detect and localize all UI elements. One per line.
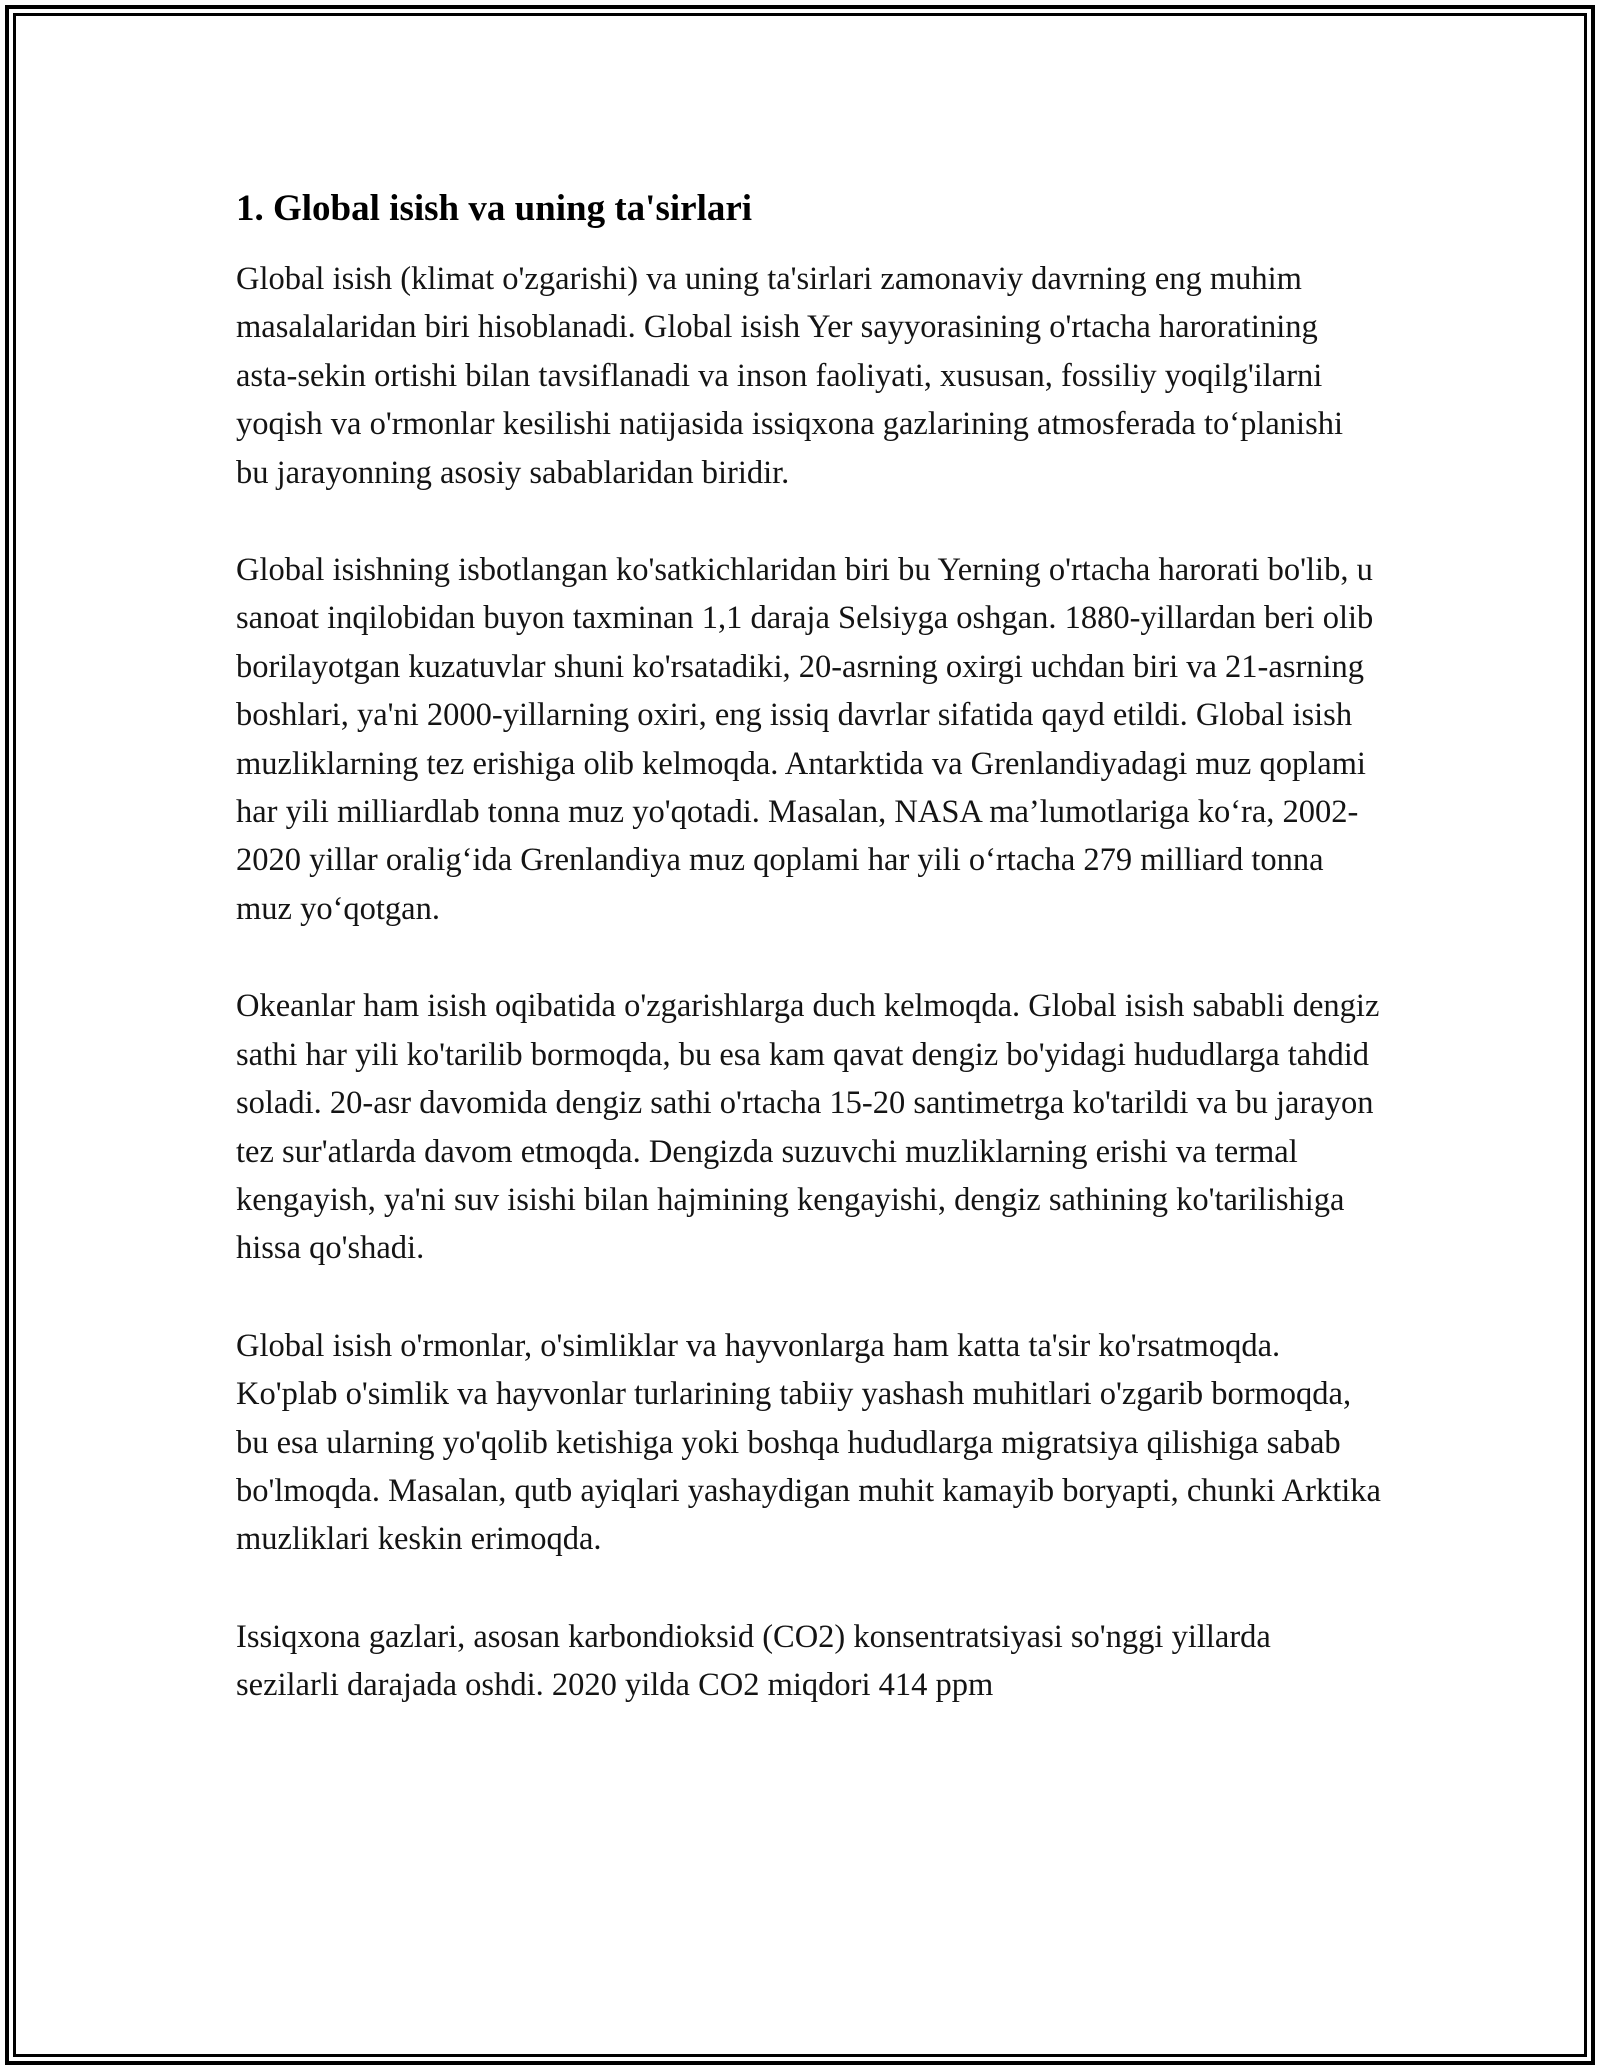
paragraph-greenhouse-gases: Issiqxona gazlari, asosan karbondioksid (CO2) konsentratsiyasi so'nggi yillarda sezilarli darajada oshdi. 2020 yilda CO2 miqdori 414 ppm bbox=[236, 1618, 1271, 1704]
document-body bbox=[236, 185, 1381, 1759]
paragraph-temperature-evidence: Global isishning isbotlangan ko'satkichlaridan biri bu Yerning o'rtacha harorati bo'lib, u sanoat inqilobidan buyon taxminan 1,1 daraja Selsiyga oshgan. 1880-yillardan beri olib borilayotgan kuzatuvlar shuni ko'rsatadiki, 20-asrning oxirgi uchdan biri va 21-asrning boshlari, ya'ni 2000-yillarning oxiri, eng issiq davrlar sifatida qayd etildi. Global isish muzliklarning tez erishiga olib kelmoqda. Antarktida va Grenlandiyadagi muz qoplami har yili milliardlab tonna muz yo'qotadi. Masalan, NASA ma’lumotlariga ko‘ra, 2002-2020 yillar oralig‘ida Grenlandiya muz qoplami har yili o‘rtacha 279 milliard tonna muz yo‘qotgan. bbox=[236, 552, 1374, 927]
paragraph-oceans: Okeanlar ham isish oqibatida o'zgarishlarga duch kelmoqda. Global isish sababli dengiz sathi har yili ko'tarilib bormoqda, bu esa kam qavat dengiz bo'yidagi hududlarga tahdid soladi. 20-asr davomida dengiz sathi o'rtacha 15-20 santimetrga ko'tarildi va bu jarayon tez sur'atlarda davom etmoqda. Dengizda suzuvchi muzliklarning erishi va termal kengayish, ya'ni suv isishi bilan hajmining kengayishi, dengiz sathining ko'tarilishiga hissa qo'shadi. bbox=[236, 988, 1380, 1267]
paragraph-intro: Global isish (klimat o'zgarishi) va uning ta'sirlari zamonaviy davrning eng muhim masalalaridan biri hisoblanadi. Global isish Yer sayyorasining o'rtacha haroratining asta-sekin ortishi bilan tavsiflanadi va inson faoliyati, xususan, fossiliy yoqilg'ilarni yoqish va o'rmonlar kesilishi natijasida issiqxona gazlarining atmosferada to‘planishi bu jarayonning asosiy sabablaridan biridir. bbox=[236, 261, 1343, 491]
section-heading: 1. Global isish va uning ta'sirlari bbox=[236, 188, 753, 229]
paragraph-ecosystems: Global isish o'rmonlar, o'simliklar va hayvonlarga ham katta ta'sir ko'rsatmoqda. Ko'plab o'simlik va hayvonlar turlarining tabiiy yashash muhitlari o'zgarib bormoqda, bu esa ularning yo'qolib ketishiga yoki boshqa hududlarga migratsiya qilishiga sabab bo'lmoqda. Masalan, qutb ayiqlari yashaydigan muhit kamayib boryapti, chunki Arktika muzliklari keskin erimoqda. bbox=[236, 1327, 1381, 1558]
